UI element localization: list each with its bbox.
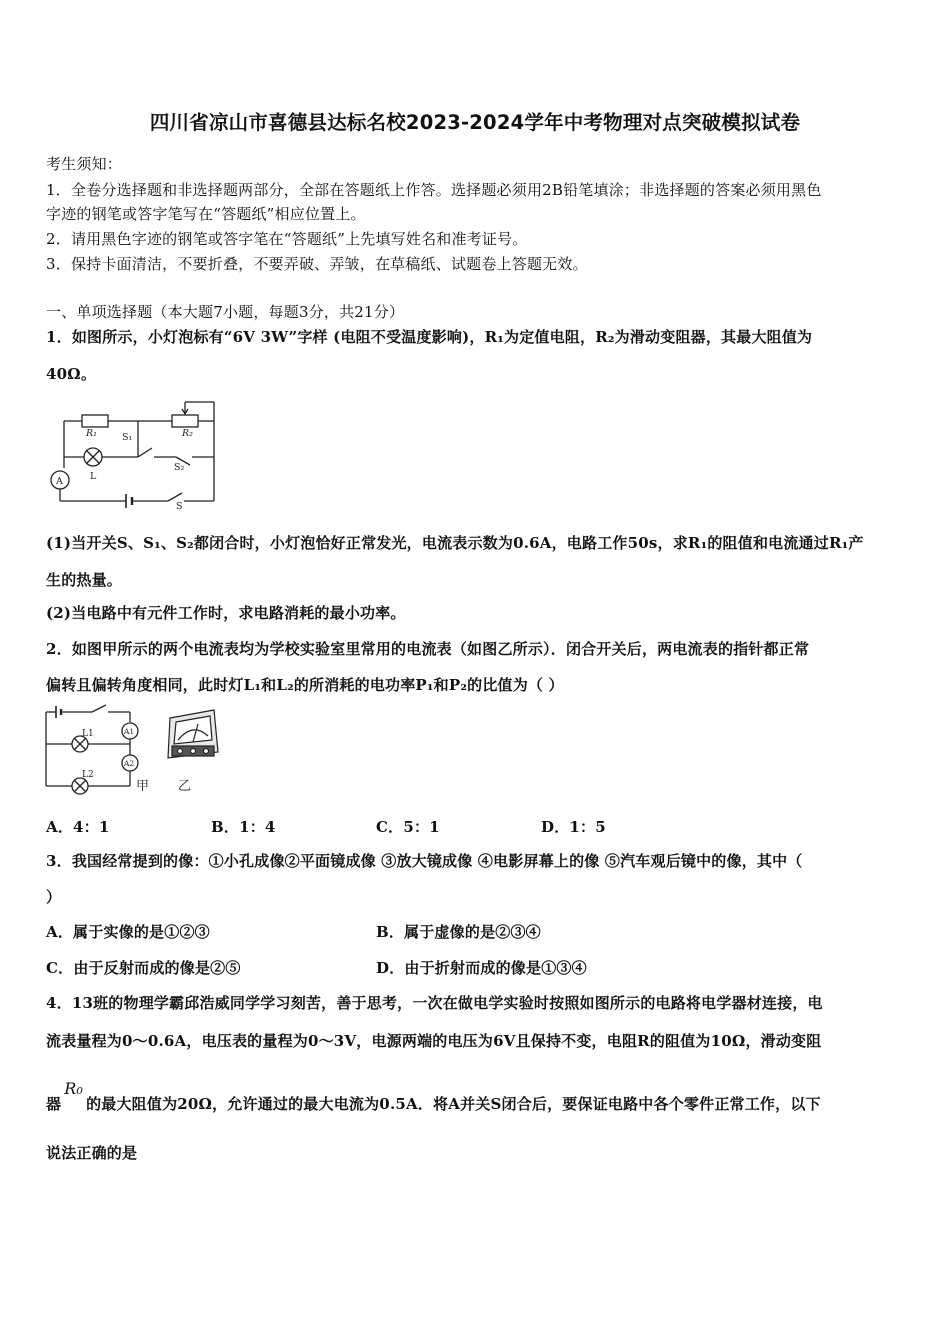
notice-item-3: 3．保持卡面清洁，不要折叠，不要弄破、弄皱，在草稿纸、试题卷上答题无效。 bbox=[46, 255, 588, 273]
q4-line-3 bbox=[46, 1079, 821, 1114]
page-title: 四川省凉山市喜德县达标名校2023-2024学年中考物理对点突破模拟试卷 bbox=[149, 111, 801, 134]
q1-circuit-diagram bbox=[44, 396, 220, 514]
notice-item-1: 1．全卷分选择题和非选择题两部分，全部在答题纸上作答。选择题必须用2B铅笔填涂；非选择题的答案必须用黑色 bbox=[46, 181, 822, 199]
label-a2: A2 bbox=[124, 759, 135, 768]
q2-ammeter-yi bbox=[162, 708, 224, 794]
q1-part-2: (2)当电路中有元件工作时，求电路消耗的最小功率。 bbox=[46, 604, 406, 622]
label-a1: A1 bbox=[124, 727, 135, 736]
label-jia: 甲 bbox=[136, 779, 150, 794]
label-l2: L2 bbox=[82, 770, 94, 780]
q2-option-b: B．1：4 bbox=[211, 818, 276, 836]
label-l: L bbox=[90, 471, 97, 482]
q4-line-4: 说法正确的是 bbox=[46, 1144, 138, 1162]
label-yi: 乙 bbox=[178, 779, 192, 794]
q3-option-a: A．属于实像的是①②③ bbox=[46, 923, 210, 941]
q2-option-c: C．5：1 bbox=[376, 818, 440, 836]
notice-item-1-cont: 字迹的钢笔或答字笔写在“答题纸”相应位置上。 bbox=[46, 205, 366, 223]
q1-part-1: (1)当开关S、S₁、S₂都闭合时，小灯泡恰好正常发光，电流表示数为0.6A，电路工作50s，求R₁的阻值和电流通过R₁产 bbox=[46, 534, 864, 552]
q2-circuit-jia bbox=[42, 704, 162, 796]
q4-line-3-rest: 的最大阻值为20Ω，允许通过的最大电流为0.5A．将A并关S闭合后，要保证电路中各个零件正常工作，以下 bbox=[86, 1095, 821, 1113]
q1-line-2: 40Ω。 bbox=[46, 365, 97, 383]
q2-option-d: D．1：5 bbox=[541, 818, 606, 836]
notice-heading: 考生须知： bbox=[46, 155, 123, 173]
q4-line-2: 流表量程为0～0.6A，电压表的量程为0～3V，电源两端的电压为6V且保持不变，电阻R的阻值为10Ω，滑动变阻 bbox=[46, 1032, 822, 1050]
q3-option-c: C．由于反射而成的像是②⑤ bbox=[46, 959, 241, 977]
q1-part-1-cont: 生的热量。 bbox=[46, 571, 123, 589]
label-r2: R₂ bbox=[182, 428, 193, 439]
label-l1: L1 bbox=[82, 729, 94, 739]
label-r1: R₁ bbox=[86, 428, 97, 439]
label-s: S bbox=[176, 501, 183, 512]
label-s1: S₁ bbox=[122, 432, 133, 443]
q4-line-3-prefix: 器 bbox=[46, 1095, 62, 1113]
q4-line-1: 4．13班的物理学霸邱浩威同学学习刻苦，善于思考，一次在做电学实验时按照如图所示的电路将电学器材连接，电 bbox=[46, 994, 823, 1012]
q3-line-1: 3．我国经常提到的像：①小孔成像②平面镜成像 ③放大镜成像 ④电影屏幕上的像 ⑤汽车观后镜中的像，其中（ bbox=[46, 852, 803, 870]
section-heading: 一、单项选择题（本大题7小题，每题3分，共21分） bbox=[46, 303, 405, 321]
q1-line-1: 1．如图所示，小灯泡标有“6V 3W”字样 (电阻不受温度影响)，R₁为定值电阻，R₂为滑动变阻器，其最大阻值为 bbox=[46, 328, 813, 346]
q2-line-2: 偏转且偏转角度相同，此时灯L₁和L₂的所消耗的电功率P₁和P₂的比值为（ ） bbox=[46, 676, 564, 694]
q3-line-2: ） bbox=[46, 888, 62, 906]
q3-option-d: D．由于折射而成的像是①③④ bbox=[376, 959, 587, 977]
q3-option-b: B．属于虚像的是②③④ bbox=[376, 923, 541, 941]
notice-item-2: 2．请用黑色字迹的钢笔或答字笔在“答题纸”上先填写姓名和准考证号。 bbox=[46, 230, 528, 248]
label-s2: S₂ bbox=[174, 462, 185, 473]
q2-line-1: 2．如图甲所示的两个电流表均为学校实验室里常用的电流表（如图乙所示）．闭合开关后，两电流表的指针都正常 bbox=[46, 640, 810, 658]
symbol-r0: R₀ bbox=[64, 1079, 84, 1098]
q2-option-a: A．4：1 bbox=[46, 818, 110, 836]
label-ammeter: A bbox=[56, 476, 63, 487]
